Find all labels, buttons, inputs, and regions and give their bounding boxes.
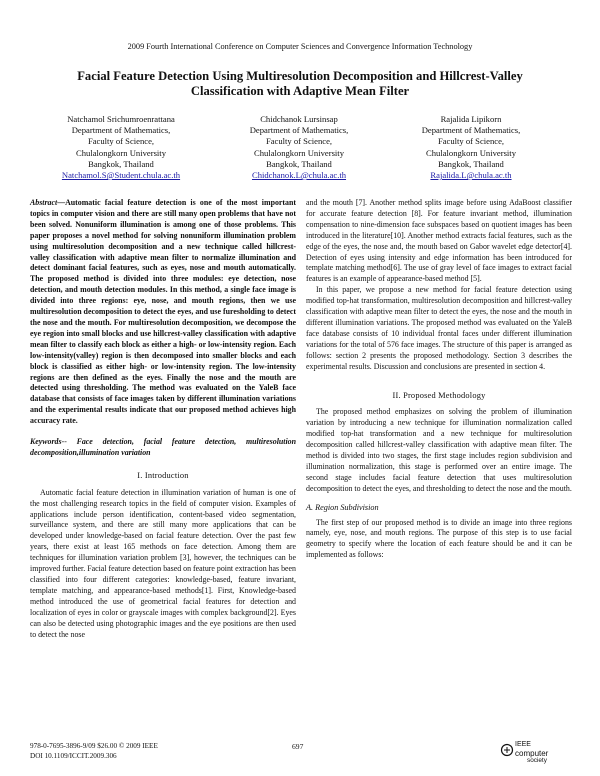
author-dept: Department of Mathematics, bbox=[249, 125, 349, 136]
doi-line: DOI 10.1109/ICCIT.2009.306 bbox=[30, 751, 117, 760]
author-faculty: Faculty of Science, bbox=[87, 136, 155, 147]
conference-header: 2009 Fourth International Conference on Computer Sciences and Convergence Information Technology bbox=[127, 42, 473, 51]
right-column bbox=[306, 198, 572, 561]
author-name: Chidchanok Lursinsap bbox=[260, 114, 338, 124]
paper-title: Facial Feature Detection Using Multiresolution Decomposition and Hillcrest-Valley Classification with Adaptive Mean Filter bbox=[77, 69, 523, 98]
abstract-label: Abstract bbox=[30, 198, 58, 207]
region-subdivision-paragraph: The first step of our proposed method is to divide an image into three regions namely, eye, nose, and mouth regions. The purpose of this step is to use facial geometry to specify where the location of each feature should be and it can be implemented as follows: bbox=[306, 517, 572, 560]
author-dept: Department of Mathematics, bbox=[421, 125, 521, 136]
ieee-computer-society-logo bbox=[500, 741, 560, 763]
abstract bbox=[30, 198, 296, 427]
section-heading-introduction: I. Introduction bbox=[137, 470, 189, 480]
author-name: Rajalida Lipikorn bbox=[440, 114, 502, 124]
author-block-1 bbox=[36, 114, 206, 181]
logo-text-society: society bbox=[527, 757, 547, 764]
intro-paragraph-structure: In this paper, we propose a new method for facial feature detection using modified top-hat transformation, multiresolution decomposition and hillcrest-valley classification with adaptive mean filter to detect the eyes, the nose and the mouth in different illumination variations. The proposed method was evaluated on the YaleB face database consists of 10 individual frontal faces under different illumination variations for the total of 576 face images. The structure of this paper is arranged as follows: section 2 presents the proposed methodology. Section 3 describes the experimental results. Discussion and conclusions are presented in section 4. bbox=[306, 285, 572, 371]
page-number: 697 bbox=[292, 742, 304, 751]
computer-society-logo-icon bbox=[500, 743, 514, 757]
logo-text-ieee: IEEE bbox=[515, 741, 531, 748]
author-city: Bangkok, Thailand bbox=[88, 158, 154, 169]
method-paragraph: The proposed method emphasizes on solving the problem of illumination variation by introducing a new technique for illumination normalization called modified top-hat transformation and a new technique for multiresolution decomposition called hillcrest-valley classification with adaptive mean filter. The method is divided into two stages, the first stage includes region subdivision and illumination normalization, this stage is performed over an entire image. The second stage includes facial feature detection that uses multiresolution decomposition to detect the eyes, and thresholding to detect the nose and the mouth. bbox=[306, 407, 572, 493]
author-university: Chulalongkorn University bbox=[254, 147, 344, 158]
keywords: Keywords-- Face detection, facial feature detection, multiresolution decomposition,illumination variation bbox=[30, 437, 296, 457]
author-email-link[interactable]: Rajalida.L@chula.ac.th bbox=[430, 170, 512, 181]
abstract-text: —Automatic facial feature detection is one of the most important topics in computer vision and there are still many open problems that have not been solved. Nonuniform illumination is among one of those problems. This paper proposes a novel method for solving nonuniform illumination problem using multiresolution decomposition and a new technique called hillcrest-valley classification with adaptive mean filter to normalize illumination and detect dominant facial features, such as eyes, nose and mouth automatically. The proposed method is divided into three modules: eye detection, nose detection, and mouth detection modules. In this method, a single face image is divided into three regions: eye, nose, and mouth regions, then we use multiresolution decomposition to detect the eyes, and use furesholding to detect the nose and the mouth. For multiresolution decomposition, we decompose the eye region into small blocks and use hillcrest-valley classification with adaptive mean filter to classify each block as either a high- or low-intensity region. Each low-intensity(valley) region is then decomposed into smaller blocks and each block is classified as either high- or low-intensity region. The low-intensity regions are then defined as the eyes. Finally the nose and the mouth are detected using thresholding. The method was evaluated on the YaleB face database that consists of face images taken by different illumination variations and the experimental results indicate that our proposed method achieves high accuracy rate. bbox=[30, 198, 297, 426]
isbn-line: 978-0-7695-3896-9/09 $26.00 © 2009 IEEE bbox=[30, 742, 158, 750]
copyright-footer bbox=[30, 742, 158, 761]
author-email-link[interactable]: Natchamol.S@Student.chula.ac.th bbox=[61, 170, 181, 181]
left-column bbox=[30, 198, 296, 640]
author-city: Bangkok, Thailand bbox=[438, 158, 504, 169]
author-faculty: Faculty of Science, bbox=[437, 136, 505, 147]
author-university: Chulalongkorn University bbox=[76, 147, 166, 158]
logo-text-computer: computer bbox=[515, 749, 549, 758]
author-university: Chulalongkorn University bbox=[426, 147, 516, 158]
author-dept: Department of Mathematics, bbox=[71, 125, 171, 136]
author-email-link[interactable]: Chidchanok.L@chula.ac.th bbox=[251, 170, 347, 181]
intro-paragraph: Automatic facial feature detection in illumination variation of human is one of the most challenging research topics in the field of computer vision. Examples of applications include person identification, content-based video segmentation, surveillance system, and there are still many more applications that can be developed under knowledge-based on facial feature detection. Over the past few years, there exist at least 165 methods on face detection. Among them are techniques for illumination variation problem [3], however, the techniques can be improved further. Facial feature detection based on feature point extraction has been classified into four different categories: knowledge-based, feature invariant, template matching, and appearance-based methods[1]. First, Knowledge-based method introduced the use of geometrical facial features for detection and localization of eyes in color or grayscale images with complex background[2]. Eyes can also be detected using photographic images and the eye positions are then used to detect the nose bbox=[30, 487, 296, 639]
author-faculty: Faculty of Science, bbox=[265, 136, 333, 147]
intro-paragraph-continued: and the mouth [7]. Another method splits image before using AdaBoost classifier for accurate feature detection [8]. For feature invariant method, illumination compensation to nine-dimension face subspaces based on quotient images has been introduced in the literature[10]. Another method extracts facial features, such as the edge of the eyes, the nose and, the mouth based on Gabor wavelet edge detector[4]. Detection of eyes using intensity and edge information has been introduced for template matching method[6]. The use of gray level of face images to extract facial features is an example of appearance-based method [5]. bbox=[306, 198, 572, 284]
author-name: Natchamol Srichumroenrattana bbox=[67, 114, 175, 124]
author-city: Bangkok, Thailand bbox=[266, 158, 332, 169]
author-block-3 bbox=[386, 114, 556, 181]
author-block-2 bbox=[214, 114, 384, 181]
section-heading-methodology: II. Proposed Methodology bbox=[392, 390, 486, 400]
subsection-heading-region-subdivision: A. Region Subdivision bbox=[306, 502, 379, 512]
